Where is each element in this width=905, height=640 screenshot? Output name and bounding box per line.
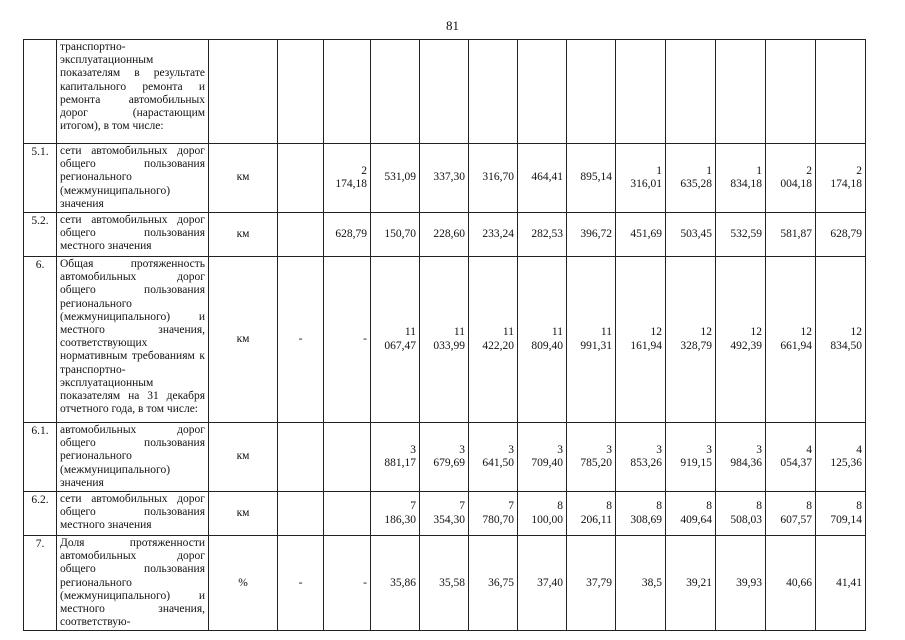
table-row xyxy=(24,40,866,144)
year-value-cell xyxy=(371,40,420,144)
base-value-cell xyxy=(278,423,324,492)
year-value-cell xyxy=(567,40,616,144)
year-value-cell: 8 409,64 xyxy=(666,492,716,536)
row-number: 6.1. xyxy=(24,423,57,492)
indicators-table xyxy=(23,39,866,631)
year-value-cell: 39,93 xyxy=(716,536,766,631)
base-value-cell: - xyxy=(278,257,324,423)
year-value-cell: 11 033,99 xyxy=(420,257,469,423)
year-value-cell xyxy=(766,40,816,144)
year-value-cell: 1 316,01 xyxy=(616,144,666,213)
year-value-cell: 7 780,70 xyxy=(469,492,518,536)
year-value-cell xyxy=(469,40,518,144)
row-number: 5.1. xyxy=(24,144,57,213)
year-value-cell: 37,40 xyxy=(518,536,567,631)
year-value-cell: 3 641,50 xyxy=(469,423,518,492)
year-value-cell: 8 206,11 xyxy=(567,492,616,536)
indicator-name: Общая протяженность автомобильных дорог общего пользования регионального (межмуниципального) и местного значения, соответствующих нормативным требованиям к транспортно-эксплуатационным показателям на 31 декабря отчетного года, в том числе: xyxy=(57,257,209,423)
indicator-name: транспортно-эксплуатационным показателям в результате капитального ремонта и ремонта автомобильных дорог (нарастающим итогом), в том числе: xyxy=(57,40,209,144)
unit-cell: км xyxy=(209,257,278,423)
year-value-cell: 40,66 xyxy=(766,536,816,631)
year-value-cell xyxy=(420,40,469,144)
year-value-cell: 1 635,28 xyxy=(666,144,716,213)
row-number: 6.2. xyxy=(24,492,57,536)
year-value-cell: 337,30 xyxy=(420,144,469,213)
year-value-cell: 3 853,26 xyxy=(616,423,666,492)
base-value-cell xyxy=(278,492,324,536)
year-value-cell: 11 067,47 xyxy=(371,257,420,423)
year-value-cell: 11 991,31 xyxy=(567,257,616,423)
year-value-cell: 12 161,94 xyxy=(616,257,666,423)
year-value-cell: 11 422,20 xyxy=(469,257,518,423)
year-value-cell: 12 834,50 xyxy=(816,257,866,423)
year-value-cell: 11 809,40 xyxy=(518,257,567,423)
year-value-cell: 41,41 xyxy=(816,536,866,631)
target-value-cell: 2 174,18 xyxy=(324,144,371,213)
year-value-cell: 233,24 xyxy=(469,213,518,257)
table-row xyxy=(24,423,866,492)
year-value-cell xyxy=(666,40,716,144)
year-value-cell: 581,87 xyxy=(766,213,816,257)
table-row xyxy=(24,144,866,213)
year-value-cell: 35,58 xyxy=(420,536,469,631)
year-value-cell: 38,5 xyxy=(616,536,666,631)
year-value-cell: 4 125,36 xyxy=(816,423,866,492)
year-value-cell: 3 881,17 xyxy=(371,423,420,492)
row-number: 6. xyxy=(24,257,57,423)
year-value-cell: 3 709,40 xyxy=(518,423,567,492)
year-value-cell: 531,09 xyxy=(371,144,420,213)
year-value-cell: 628,79 xyxy=(816,213,866,257)
base-value-cell xyxy=(278,40,324,144)
page-number: 81 xyxy=(446,18,459,33)
year-value-cell: 8 709,14 xyxy=(816,492,866,536)
year-value-cell: 1 834,18 xyxy=(716,144,766,213)
row-number: 7. xyxy=(24,536,57,631)
year-value-cell: 3 919,15 xyxy=(666,423,716,492)
target-value-cell: 628,79 xyxy=(324,213,371,257)
unit-cell: км xyxy=(209,492,278,536)
year-value-cell: 2 004,18 xyxy=(766,144,816,213)
year-value-cell: 150,70 xyxy=(371,213,420,257)
year-value-cell: 7 186,30 xyxy=(371,492,420,536)
year-value-cell: 4 054,37 xyxy=(766,423,816,492)
table-row xyxy=(24,213,866,257)
base-value-cell xyxy=(278,213,324,257)
year-value-cell xyxy=(816,40,866,144)
target-value-cell xyxy=(324,40,371,144)
year-value-cell: 8 607,57 xyxy=(766,492,816,536)
base-value-cell xyxy=(278,144,324,213)
indicator-name: сети автомобильных дорог общего пользования местного значения xyxy=(57,492,209,536)
indicator-name: сети автомобильных дорог общего пользования местного значения xyxy=(57,213,209,257)
year-value-cell: 12 492,39 xyxy=(716,257,766,423)
year-value-cell: 895,14 xyxy=(567,144,616,213)
year-value-cell: 3 785,20 xyxy=(567,423,616,492)
year-value-cell: 12 661,94 xyxy=(766,257,816,423)
year-value-cell: 316,70 xyxy=(469,144,518,213)
year-value-cell: 36,75 xyxy=(469,536,518,631)
year-value-cell: 8 308,69 xyxy=(616,492,666,536)
year-value-cell: 8 508,03 xyxy=(716,492,766,536)
unit-cell: км xyxy=(209,213,278,257)
target-value-cell: - xyxy=(324,257,371,423)
year-value-cell xyxy=(716,40,766,144)
row-number xyxy=(24,40,57,144)
year-value-cell xyxy=(616,40,666,144)
year-value-cell: 503,45 xyxy=(666,213,716,257)
table-row xyxy=(24,257,866,423)
unit-cell: км xyxy=(209,423,278,492)
year-value-cell: 451,69 xyxy=(616,213,666,257)
indicator-name: автомобильных дорог общего пользования регионального (межмуниципального) значения xyxy=(57,423,209,492)
base-value-cell: - xyxy=(278,536,324,631)
year-value-cell: 3 679,69 xyxy=(420,423,469,492)
year-value-cell: 8 100,00 xyxy=(518,492,567,536)
indicator-name: Доля протяженности автомобильных дорог общего пользования регионального (межмуниципального) и местного значения, соответствую- xyxy=(57,536,209,631)
year-value-cell: 396,72 xyxy=(567,213,616,257)
row-number: 5.2. xyxy=(24,213,57,257)
table-row xyxy=(24,492,866,536)
year-value-cell: 12 328,79 xyxy=(666,257,716,423)
unit-cell: км xyxy=(209,144,278,213)
year-value-cell: 7 354,30 xyxy=(420,492,469,536)
year-value-cell: 228,60 xyxy=(420,213,469,257)
year-value-cell: 39,21 xyxy=(666,536,716,631)
table-row xyxy=(24,536,866,631)
indicator-name: сети автомобильных дорог общего пользования регионального (межмуниципального) значения xyxy=(57,144,209,213)
year-value-cell: 464,41 xyxy=(518,144,567,213)
year-value-cell: 2 174,18 xyxy=(816,144,866,213)
target-value-cell xyxy=(324,492,371,536)
year-value-cell xyxy=(518,40,567,144)
year-value-cell: 532,59 xyxy=(716,213,766,257)
year-value-cell: 37,79 xyxy=(567,536,616,631)
target-value-cell xyxy=(324,423,371,492)
year-value-cell: 3 984,36 xyxy=(716,423,766,492)
year-value-cell: 282,53 xyxy=(518,213,567,257)
target-value-cell: - xyxy=(324,536,371,631)
unit-cell xyxy=(209,40,278,144)
unit-cell: % xyxy=(209,536,278,631)
year-value-cell: 35,86 xyxy=(371,536,420,631)
